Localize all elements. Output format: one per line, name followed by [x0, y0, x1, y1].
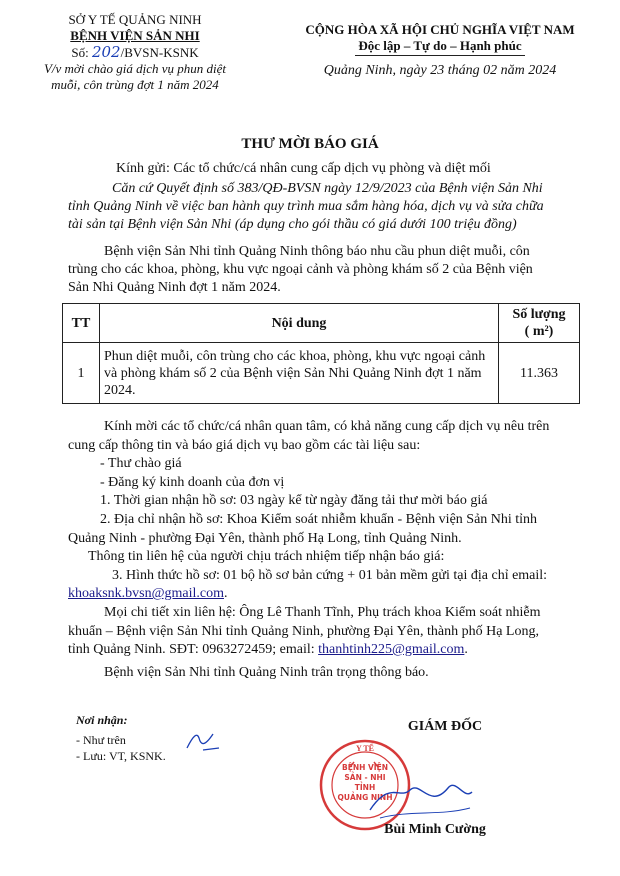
subject-line: V/v mời chào giá dịch vụ phun diệt	[43, 61, 227, 76]
header-content: Nội dung	[100, 304, 499, 343]
header-quantity: Số lượng ( m²)	[499, 304, 580, 343]
email-link[interactable]: khoaksnk.bvsn@gmail.com	[68, 586, 224, 602]
place-date: Quảng Ninh, ngày 23 tháng 02 năm 2024	[323, 63, 557, 78]
recipient-line: Kính gửi: Các tổ chức/cá nhân cung cấp dịch vụ phòng và diệt mối	[116, 161, 491, 176]
body-text: Kính mời các tổ chức/cá nhân quan tâm, có khả năng cung cấp dịch vụ nêu trên cung cấp thông tin và báo giá dịch vụ bao gồm các tài liệu sau: - Thư chào giá - Đăng ký kinh doanh của đơn vị 1. Thời gian nhận hồ sơ: 03 ngày kể từ ngày đăng tải thư mời báo giá 2. Địa chỉ nhận hồ sơ: Khoa Kiểm soát nhiễm khuẩn - Bệnh viện Sản Nhi tỉnh Quảng Ninh - phường Đại Yên, thành phố Hạ Long, tỉnh Quảng Ninh. Thông tin liên hệ của người chịu trách nhiệm tiếp nhận báo giá: 3. Hình thức hồ sơ: 01 bộ hồ sơ bản cứng + 01 bản mềm gửi tại địa chỉ email: khoaksnk.bvsn@gmail.com. Mọi chi tiết xin liên hệ: Ông Lê Thanh Tĩnh, Phụ trách khoa Kiểm soát nhiễm khuẩn – Bệnh viện Sản Nhi tỉnh Quảng Ninh, phường Đại Yên, thành phố Hạ Long, tỉnh Quảng Ninh. SĐT: 0963272459; email: thanhtinh225@gmail.com. Bệnh viện Sản Nhi tỉnh Quảng Ninh trân trọng thông báo.	[68, 419, 550, 680]
subject-line: muỗi, côn trùng đợt 1 năm 2024	[51, 77, 219, 92]
header-right	[280, 22, 600, 80]
hospital-name: BỆNH VIỆN SẢN NHI	[70, 28, 200, 43]
document-title: THƯ MỜI BÁO GIÁ	[241, 136, 379, 152]
service-table	[62, 303, 580, 404]
table-header-row	[63, 304, 580, 343]
stamp-text: BỆNH VIỆN SẢN - NHI TỈNH QUẢNG NINH	[337, 763, 393, 802]
motto: Độc lập – Tự do – Hạnh phúc	[358, 38, 522, 53]
doc-number: Số: 202/BVSN-KSNK	[71, 43, 199, 61]
recipients-label: Nơi nhận:	[76, 713, 128, 727]
signature-title: GIÁM ĐỐC	[407, 719, 483, 734]
table-row	[63, 343, 580, 404]
initial-mark	[183, 728, 223, 754]
country-name: CỘNG HÒA XÃ HỘI CHỦ NGHĨA VIỆT NAM	[305, 22, 575, 37]
row-content: Phun diệt muỗi, côn trùng cho các khoa, phòng, khu vực ngoại cảnh và phòng khám số 2 của Bệnh viện Sản Nhi Quảng Ninh đợt 1 năm 2024.	[100, 343, 499, 404]
recipient-item: - Lưu: VT, KSNK.	[76, 749, 166, 763]
row-tt: 1	[63, 343, 100, 404]
header-tt: TT	[63, 304, 100, 343]
row-quantity: 11.363	[499, 343, 580, 404]
header-left	[40, 12, 230, 93]
recipient-item: - Như trên	[76, 733, 126, 747]
signer-name: Bùi Minh Cường	[384, 822, 486, 837]
signature-scribble	[360, 770, 480, 830]
doc-number-handwritten: 202	[91, 43, 121, 61]
ministry-name: SỞ Y TẾ QUẢNG NINH	[68, 12, 202, 27]
motto-underline	[355, 55, 525, 56]
legal-basis: Căn cứ Quyết định số 383/QĐ-BVSN ngày 12/9/2023 của Bệnh viện Sản Nhi tỉnh Quảng Ninh về việc ban hành quy trình mua sắm hàng hóa, dịch vụ và sửa chữa tài sản tại Bệnh viện Sản Nhi (áp dụng cho gói thầu có giá dưới 100 triệu đồng)	[68, 181, 544, 232]
stamp-ring-text: Y TẾ	[355, 744, 374, 753]
recipients-block	[76, 712, 166, 764]
intro-paragraph: Bệnh viện Sản Nhi tỉnh Quảng Ninh thông báo nhu cầu phun diệt muỗi, côn trùng cho các khoa, phòng, khu vực ngoại cảnh và phòng khám số 2 của Bệnh viện Sản Nhi Quảng Ninh đợt 1 năm 2024.	[68, 244, 533, 295]
contact-email-link[interactable]: thanhtinh225@gmail.com	[318, 642, 465, 658]
